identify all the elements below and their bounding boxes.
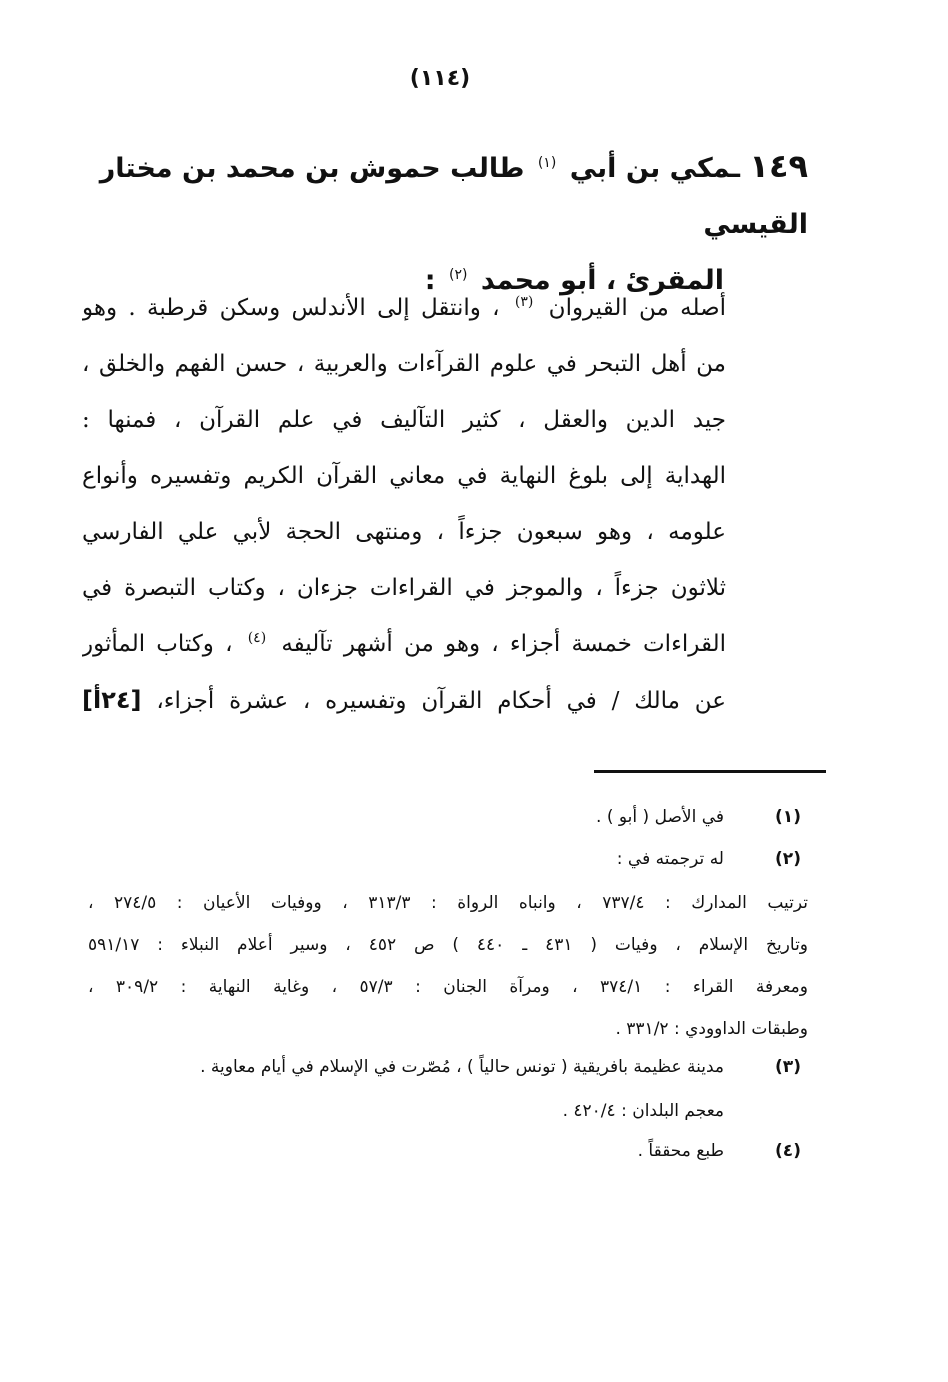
footnote-2-text: له ترجمته في :	[616, 849, 724, 869]
heading-line-1	[99, 147, 808, 240]
footnote-ref-2: (٢)	[449, 267, 468, 283]
body-line-1-part-a: أصله من القيروان	[548, 295, 726, 321]
footnote-2-line-1: ترتيب المدارك : ٧٣٧/٤ ، وانباه الرواة : ٣١٣/٣ ، ووفيات الأعيان : ٢٧٤/٥ ،	[88, 893, 808, 913]
footnote-3-line-2	[88, 1090, 808, 1132]
body-line-3: جيد الدين والعقل ، كثير التآليف في علم القرآن ، فمنها :	[82, 407, 726, 433]
page-number: (١١٤)	[409, 66, 471, 91]
footnotes	[0, 796, 948, 1196]
footnote-2-line-4: وطبقات الداوودي : ٣٣١/٢ .	[615, 1019, 808, 1039]
manuscript-folio-marker: [٢٤أ]	[82, 686, 142, 714]
heading-line2-text: المقرئ ، أبو محمد	[480, 265, 724, 296]
footnote-1-number: (١)	[775, 807, 801, 827]
footnote-3-line-2-text: معجم البلدان : ٤٢٠/٤ .	[562, 1101, 724, 1121]
footnote-3	[88, 1046, 808, 1088]
footnote-2	[88, 838, 808, 880]
body-line-8-text: عن مالك / في أحكام القرآن وتفسيره ، عشرة أجزاء،	[156, 688, 726, 714]
footnote-2-line-3: ومعرفة القراء : ٣٧٤/١ ، ومرآة الجنان : ٥٧/٣ ، وغاية النهاية : ٣٠٩/٢ ،	[88, 977, 808, 997]
body-line-7-part-b: ، وكتاب المأثور	[82, 631, 233, 657]
body-line-4: الهداية إلى بلوغ النهاية في معاني القرآن الكريم وتفسيره وأنواع	[82, 463, 726, 489]
entry-number: ١٤٩	[749, 147, 808, 185]
heading-name-part2: طالب حموش بن محمد بن مختار القيسي	[99, 153, 808, 240]
footnote-2-line-2: وتاريخ الإسلام ، وفيات ( ٤٣١ ـ ٤٤٠ ) ص ٤٥٢ ، وسير أعلام النبلاء : ٥٩١/١٧	[88, 935, 808, 955]
footnote-ref-4: (٤)	[247, 630, 267, 647]
body-line-2: من أهل التبحر في علوم القرآءات والعربية ، حسن الفهم والخلق ،	[82, 351, 726, 377]
heading-line2-end: :	[424, 265, 436, 296]
footnote-4-number: (٤)	[775, 1141, 801, 1161]
body-line-1-part-b: ، وانتقل إلى الأندلس وسكن قرطبة . وهو	[82, 295, 500, 321]
footnote-1	[88, 796, 808, 838]
footnote-ref-1: (١)	[537, 155, 557, 171]
footnote-4-text: طبع محققاً .	[637, 1141, 724, 1161]
body-line-8	[82, 672, 726, 728]
footnote-4	[88, 1130, 808, 1172]
body-line-7	[82, 616, 726, 672]
body-line-1	[82, 280, 726, 336]
body-line-5: علومه ، وهو سبعون جزءاً ، ومنتهى الحجة لأبي علي الفارسي	[82, 519, 726, 545]
entry-body	[82, 280, 726, 728]
footnote-separator	[594, 770, 826, 773]
footnote-3-text: مدينة عظيمة بافريقية ( تونس حالياً ) ، مُصّرت في الإسلام في أيام معاوية .	[200, 1057, 724, 1077]
footnote-ref-3: (٣)	[514, 294, 534, 311]
footnote-2-number: (٢)	[775, 849, 801, 869]
body-line-7-part-a: القراءات خمسة أجزاء ، وهو من أشهر تآليفه	[281, 631, 726, 657]
footnote-1-text: في الأصل ( أبو ) .	[596, 807, 724, 827]
heading-name-part1: ـمكي بن أبي	[569, 153, 740, 184]
footnote-3-number: (٣)	[775, 1057, 801, 1077]
body-line-6: ثلاثون جزءاً ، والموجز في القراءات جزءان ، وكتاب التبصرة في	[82, 575, 726, 601]
